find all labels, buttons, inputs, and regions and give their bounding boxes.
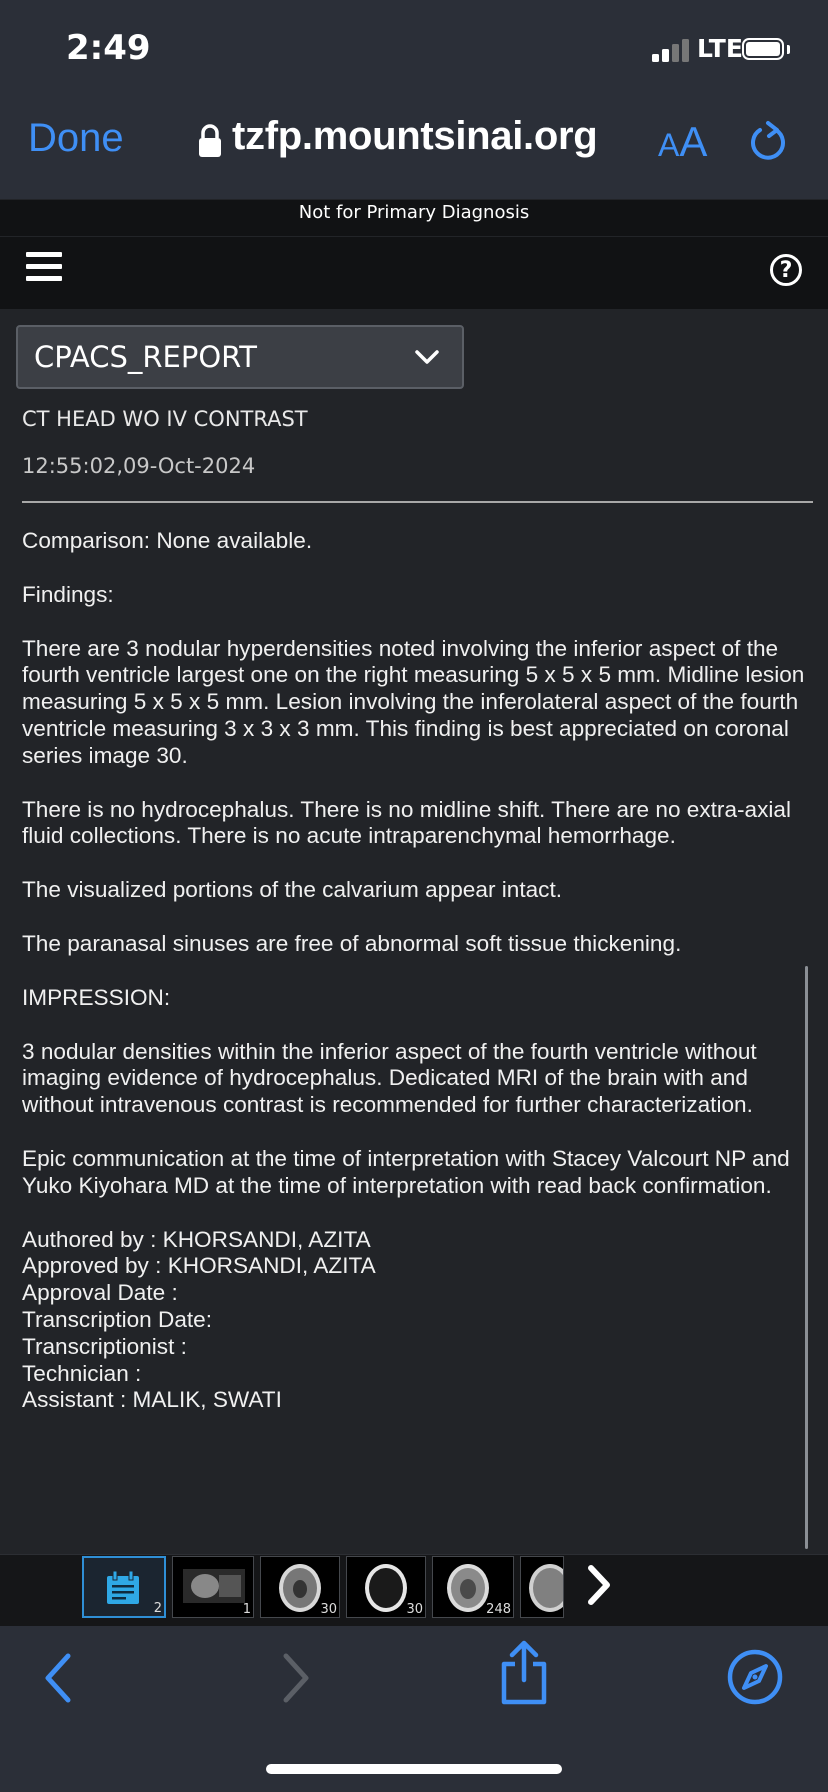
- network-type: LTE: [697, 34, 743, 63]
- findings-paragraph: The paranasal sinuses are free of abnormal soft tissue thickening.: [22, 930, 682, 956]
- axial-ct-image: [361, 1562, 411, 1614]
- approved-by: Approved by : KHORSANDI, AZITA: [22, 1253, 376, 1279]
- assistant: Assistant : MALIK, SWATI: [22, 1387, 282, 1413]
- series-thumbnail[interactable]: [432, 1556, 514, 1618]
- done-button[interactable]: Done: [28, 116, 124, 160]
- series-image-count: 248: [486, 1602, 511, 1617]
- findings-paragraph: The visualized portions of the calvarium appear intact.: [22, 877, 563, 903]
- findings-paragraph: There are 3 nodular hyperdensities noted involving the inferior aspect of the fourth ventricle largest one on the right measuring 5 x 5 x 5 mm. Midline lesion measuring 5 x 5 x 5 mm. Lesion involving the inferolateral aspect of the fourth ventricle measuring 3 x 3 x 3 mm. This finding is best appreciated on coronal series image 30.: [22, 635, 805, 768]
- series-thumbnail[interactable]: [82, 1556, 166, 1618]
- text-size-large-a: A: [679, 118, 708, 165]
- transcriptionist: Transcriptionist :: [22, 1333, 187, 1359]
- series-thumbnail[interactable]: [346, 1556, 426, 1618]
- technician: Technician :: [22, 1360, 142, 1386]
- diagnosis-notice: Not for Primary Diagnosis: [298, 202, 530, 223]
- help-icon[interactable]: ?: [770, 254, 802, 286]
- back-icon[interactable]: [40, 1650, 76, 1706]
- transcription-date: Transcription Date:: [22, 1306, 213, 1332]
- text-size-small-a: A: [658, 127, 680, 163]
- compass-icon[interactable]: [726, 1648, 784, 1706]
- scrollbar[interactable]: [805, 966, 808, 1549]
- series-thumbnail[interactable]: [172, 1556, 254, 1618]
- app-header: [0, 237, 828, 309]
- impression-heading: IMPRESSION:: [22, 984, 171, 1010]
- hamburger-menu-icon[interactable]: [26, 252, 62, 282]
- findings-paragraph: There is no hydrocephalus. There is no midline shift. There are no extra-axial fluid collections. There is no acute intraparenchymal hemorrhage.: [22, 796, 792, 849]
- share-icon[interactable]: [498, 1640, 550, 1706]
- battery-nub: [787, 45, 790, 54]
- address-bar-url[interactable]: tzfp.mountsinai.org: [232, 114, 598, 158]
- impression-paragraph: Epic communication at the time of interpretation with Stacey Valcourt NP and Yuko Kiyohara MD at the time of interpretation with read back confirmation.: [22, 1145, 790, 1198]
- series-thumbnail[interactable]: [520, 1556, 564, 1618]
- series-image-count: 1: [242, 1602, 251, 1617]
- scout-image: [183, 1569, 245, 1603]
- report-type-value: CPACS_REPORT: [34, 340, 257, 374]
- report-body: [22, 528, 812, 1414]
- chevron-right-icon[interactable]: [584, 1562, 614, 1608]
- status-time: 2:49: [66, 28, 151, 68]
- divider: [22, 501, 813, 503]
- findings-heading: Findings:: [22, 581, 114, 607]
- reload-icon[interactable]: [746, 120, 790, 164]
- text-size-button[interactable]: [658, 118, 707, 166]
- axial-ct-image: [275, 1562, 325, 1614]
- authored-by: Authored by : KHORSANDI, AZITA: [22, 1226, 371, 1252]
- series-thumbnail[interactable]: [260, 1556, 340, 1618]
- report-calendar-icon: [105, 1570, 141, 1606]
- signal-icon: [652, 38, 690, 62]
- lock-icon: [198, 124, 222, 158]
- series-image-count: 30: [320, 1602, 337, 1617]
- axial-ct-image: [525, 1562, 564, 1614]
- series-image-count: 2: [153, 1601, 162, 1616]
- approval-date: Approval Date :: [22, 1280, 178, 1306]
- chevron-down-icon: [414, 347, 440, 367]
- forward-icon: [278, 1650, 314, 1706]
- study-title: CT HEAD WO IV CONTRAST: [22, 407, 308, 431]
- report-comparison: Comparison: None available.: [22, 528, 313, 553]
- battery-icon: [742, 38, 784, 60]
- study-timestamp: 12:55:02,09-Oct-2024: [22, 454, 256, 478]
- series-image-count: 30: [406, 1602, 423, 1617]
- impression-paragraph: 3 nodular densities within the inferior aspect of the fourth ventricle without imaging evidence of hydrocephalus. Dedicated MRI of the brain with and without intravenous contrast is recommended for further characterization.: [22, 1038, 757, 1118]
- home-indicator: [266, 1764, 562, 1774]
